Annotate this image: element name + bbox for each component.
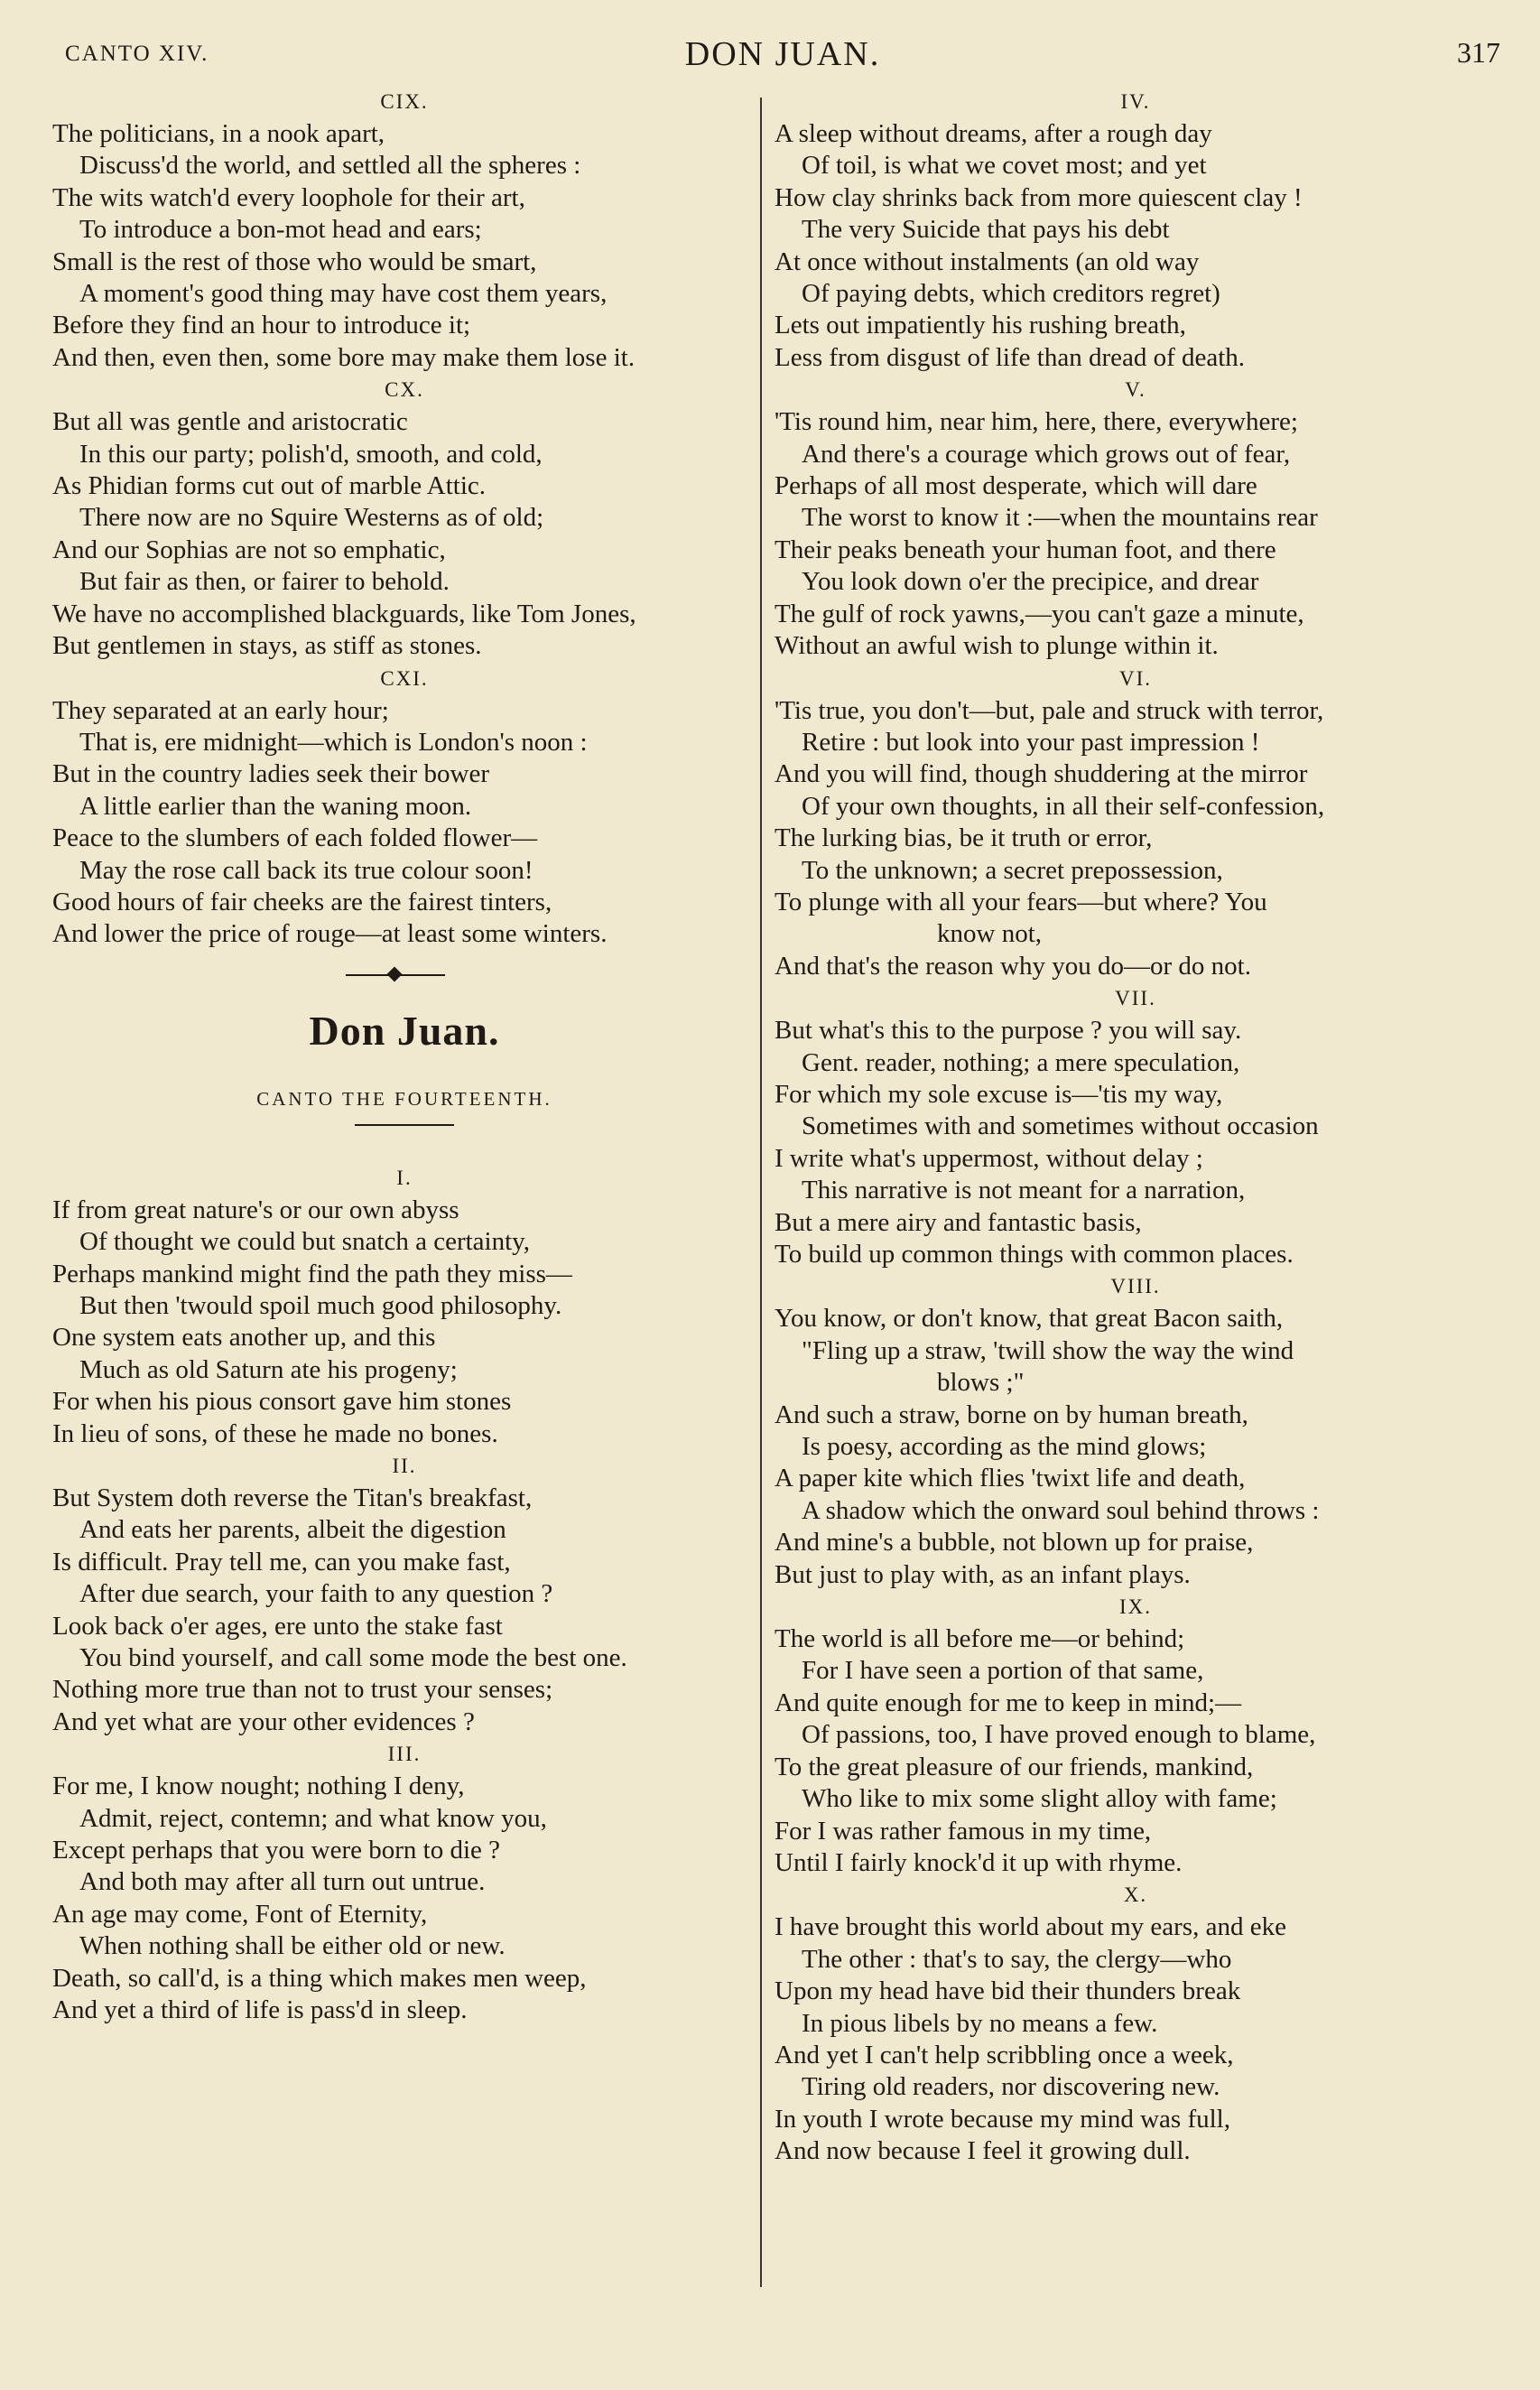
verse-line: Retire : but look into your past impression ! [802,727,1260,757]
verse-line: To introduce a bon-mot head and ears; [79,215,482,245]
stanza [775,86,1497,374]
verse-line: But just to play with, as an infant plays. [775,1559,1191,1589]
verse-line: A shadow which the onward soul behind throws : [802,1495,1320,1525]
verse-line: But in the country ladies seek their bower [52,759,490,789]
verse-line: And yet I can't help scribbling once a week, [775,2040,1234,2069]
verse-line: Of paying debts, which creditors regret) [802,279,1220,309]
stanza-number: CIX. [380,90,429,113]
verse-line: If from great nature's or our own abyss [52,1195,459,1224]
verse-line: To build up common things with common places. [775,1240,1294,1269]
canto-stanzas [52,1162,756,2027]
verse-line: 'Tis true, you don't—but, pale and struck with terror, [775,695,1324,725]
verse-line: In lieu of sons, of these he made no bones. [52,1418,498,1448]
stanza-number: CX. [385,378,424,402]
verse-line: The lurking bias, be it truth or error, [775,823,1153,853]
page-number: 317 [1457,36,1500,69]
verse-line: For I have seen a portion of that same, [802,1656,1204,1686]
right-stanzas [775,86,1497,2168]
verse-line: And yet a third of life is pass'd in sleep. [52,1995,468,2025]
book-title: Don Juan. [309,1007,500,1054]
verse-line: In pious libels by no means a few. [802,2008,1158,2038]
stanza-number: VII. [1115,987,1156,1010]
verse-line: Lets out impatiently his rushing breath, [775,311,1186,340]
verse-line: For me, I know nought; nothing I deny, [52,1772,465,1801]
stanza-number: IX. [1118,1595,1153,1619]
stanza-number: CXI. [380,666,429,690]
stanza-number: II. [392,1455,417,1477]
verse-line: For which my sole excuse is—'tis my way, [775,1079,1223,1109]
verse-line: And both may after all turn out untrue. [79,1867,486,1897]
verse-line: Tiring old readers, nor discovering new. [802,2072,1220,2102]
verse-line: Of toil, is what we covet most; and yet [802,151,1207,181]
verse-line: But what's this to the purpose ? you will say. [775,1016,1242,1046]
verse-line: And mine's a bubble, not blown up for praise, [775,1528,1254,1558]
verse-line: Less from disgust of life than dread of death. [775,342,1246,372]
verse-line: Who like to mix some slight alloy with fame; [802,1784,1277,1814]
verse-line: You bind yourself, and call some mode the best one. [79,1643,627,1673]
verse-line: A sleep without dreams, after a rough day [775,119,1212,148]
verse-line: And now because I feel it growing dull. [775,2136,1191,2166]
verse-line: Good hours of fair cheeks are the fairest tinters, [52,887,552,916]
left-stanzas [52,86,756,951]
stanza-number: VIII. [1110,1275,1161,1298]
verse-line: At once without instalments (an old way [775,246,1200,276]
verse-line: Perhaps of all most desperate, which will dare [775,471,1257,501]
verse-line: Perhaps mankind might find the path they miss— [52,1259,572,1288]
verse-line: When nothing shall be either old or new. [79,1931,506,1961]
verse-line: For I was rather famous in my time, [775,1816,1152,1846]
verse-line: A paper kite which flies 'twixt life and death, [775,1464,1246,1493]
stanza [775,1270,1497,1591]
verse-line: Gent. reader, nothing; a mere speculation, [802,1047,1240,1077]
verse-line: But then 'twould spoil much good philosophy. [79,1290,562,1320]
stanza-number: VI. [1118,666,1153,690]
stanza-number: IV. [1120,90,1151,113]
verse-line: And such a straw, borne on by human breath, [775,1400,1248,1429]
verse-line: An age may come, Font of Eternity, [52,1899,428,1929]
verse-line: And quite enough for me to keep in mind;— [775,1688,1242,1717]
verse-line: And you will find, though shuddering at the mirror [775,759,1308,789]
verse-line: In this our party; polish'd, smooth, and cold, [79,439,543,469]
verse-line: blows ;" [937,1368,1025,1398]
verse-line: May the rose call back its true colour soon! [79,855,533,885]
verse-line: In youth I wrote because my mind was full, [775,2104,1230,2134]
verse-line: But a mere airy and fantastic basis, [775,1207,1142,1237]
verse-line: I write what's uppermost, without delay ; [775,1143,1203,1173]
verse-line: That is, ere midnight—which is London's noon : [79,727,588,757]
page-header [65,34,1500,79]
stanza-number: X. [1123,1883,1148,1907]
verse-line: And that's the reason why you do—or do not. [775,951,1251,981]
verse-line: And yet what are your other evidences ? [52,1706,475,1736]
verse-line: Except perhaps that you were born to die ? [52,1836,501,1865]
stanza [52,1738,756,2026]
verse-line: And eats her parents, albeit the digestion [79,1515,506,1545]
verse-line: There now are no Squire Westerns as of old; [79,503,544,533]
verse-line: The politicians, in a nook apart, [52,119,385,148]
verse-line: And then, even then, some bore may make them lose it. [52,342,635,372]
verse-line: Admit, reject, contemn; and what know you, [79,1803,547,1833]
verse-line: The wits watch'd every loophole for their art, [52,182,525,212]
verse-line: The other : that's to say, the clergy—who [802,1944,1232,1974]
verse-line: After due search, your faith to any question ? [79,1579,553,1609]
verse-line: Upon my head have bid their thunders break [775,1976,1241,2006]
verse-line: To the unknown; a secret prepossession, [802,855,1223,885]
verse-line: Small is the rest of those who would be smart, [52,246,537,276]
verse-line: The world is all before me—or behind; [775,1624,1185,1654]
verse-line: Is poesy, according as the mind glows; [802,1432,1207,1462]
verse-line: Discuss'd the world, and settled all the spheres : [79,151,581,181]
verse-line: A moment's good thing may have cost them years, [79,279,608,309]
verse-line: But all was gentle and aristocratic [52,407,408,437]
verse-line: Death, so call'd, is a thing which makes men weep, [52,1963,587,1993]
verse-line: Peace to the slumbers of each folded flower— [52,823,538,853]
verse-line: But fair as then, or fairer to behold. [79,567,450,597]
stanza [52,86,756,374]
left-column [52,86,756,2027]
stanza [52,374,756,662]
verse-line: The worst to know it :—when the mountains rear [802,503,1318,533]
verse-line: Of thought we could but snatch a certainty, [79,1227,531,1257]
verse-line: As Phidian forms cut out of marble Attic. [52,471,487,501]
verse-line: Sometimes with and sometimes without occasion [802,1111,1319,1141]
verse-line: Nothing more true than not to trust your senses; [52,1675,553,1705]
verse-line: The very Suicide that pays his debt [802,215,1170,245]
stanza-number: III. [387,1743,422,1766]
verse-line: know not, [937,919,1042,949]
verse-line: To the great pleasure of our friends, mankind, [775,1752,1254,1781]
stanza [52,663,756,951]
running-title: DON JUAN. [684,35,881,73]
verse-line: Their peaks beneath your human foot, and there [775,535,1276,564]
verse-line: How clay shrinks back from more quiescent clay ! [775,182,1303,212]
stanza [775,982,1497,1270]
verse-line: Of your own thoughts, in all their self-confession, [802,791,1325,821]
verse-line: 'Tis round him, near him, here, there, everywhere; [775,407,1298,437]
canto-title: CANTO THE FOURTEENTH. [256,1087,552,1110]
verse-line: We have no accomplished blackguards, like Tom Jones, [52,599,636,628]
running-head-canto: CANTO XIV. [65,42,209,66]
stanza [775,1879,1497,2167]
verse-line: "Fling up a straw, 'twill show the way the wind [802,1335,1294,1365]
verse-line: Without an awful wish to plunge within it. [775,631,1219,661]
canto-title-rule [355,1124,454,1126]
verse-line: And there's a courage which grows out of fear, [802,439,1291,469]
verse-line: Is difficult. Pray tell me, can you make fast, [52,1547,511,1576]
stanza [775,663,1497,983]
column-divider [760,98,762,2287]
verse-line: You know, or don't know, that great Bacon saith, [775,1304,1284,1334]
verse-line: Of passions, too, I have proved enough to blame, [802,1720,1316,1750]
verse-line: For when his pious consort gave him stones [52,1387,512,1417]
stanza [52,1162,756,1450]
verse-line: Before they find an hour to introduce it; [52,311,471,340]
verse-line: This narrative is not meant for a narration, [802,1176,1246,1205]
right-column [775,86,1497,2168]
stanza-number: V. [1125,378,1146,402]
verse-line: A little earlier than the waning moon. [79,791,472,821]
verse-line: Look back o'er ages, ere unto the stake fast [52,1611,503,1641]
verse-line: Until I fairly knock'd it up with rhyme. [775,1847,1183,1877]
stanza [52,1450,756,1738]
verse-line: They separated at an early hour; [52,695,389,725]
verse-line: Much as old Saturn ate his progeny; [79,1354,458,1384]
stanza [775,374,1497,662]
verse-line: You look down o'er the precipice, and drear [802,567,1259,597]
verse-line: But gentlemen in stays, as stiff as stones. [52,631,482,661]
verse-line: And lower the price of rouge—at least some winters. [52,919,608,949]
verse-line: To plunge with all your fears—but where? You [775,887,1267,916]
stanza [775,1591,1497,1879]
verse-line: One system eats another up, and this [52,1323,436,1353]
verse-line: The gulf of rock yawns,—you can't gaze a minute, [775,599,1304,628]
verse-line: I have brought this world about my ears, and eke [775,1912,1286,1942]
stanza-number: I. [396,1166,413,1189]
section-ornament [52,951,756,1000]
verse-line: And our Sophias are not so emphatic, [52,535,446,564]
verse-line: But System doth reverse the Titan's breakfast, [52,1483,533,1512]
